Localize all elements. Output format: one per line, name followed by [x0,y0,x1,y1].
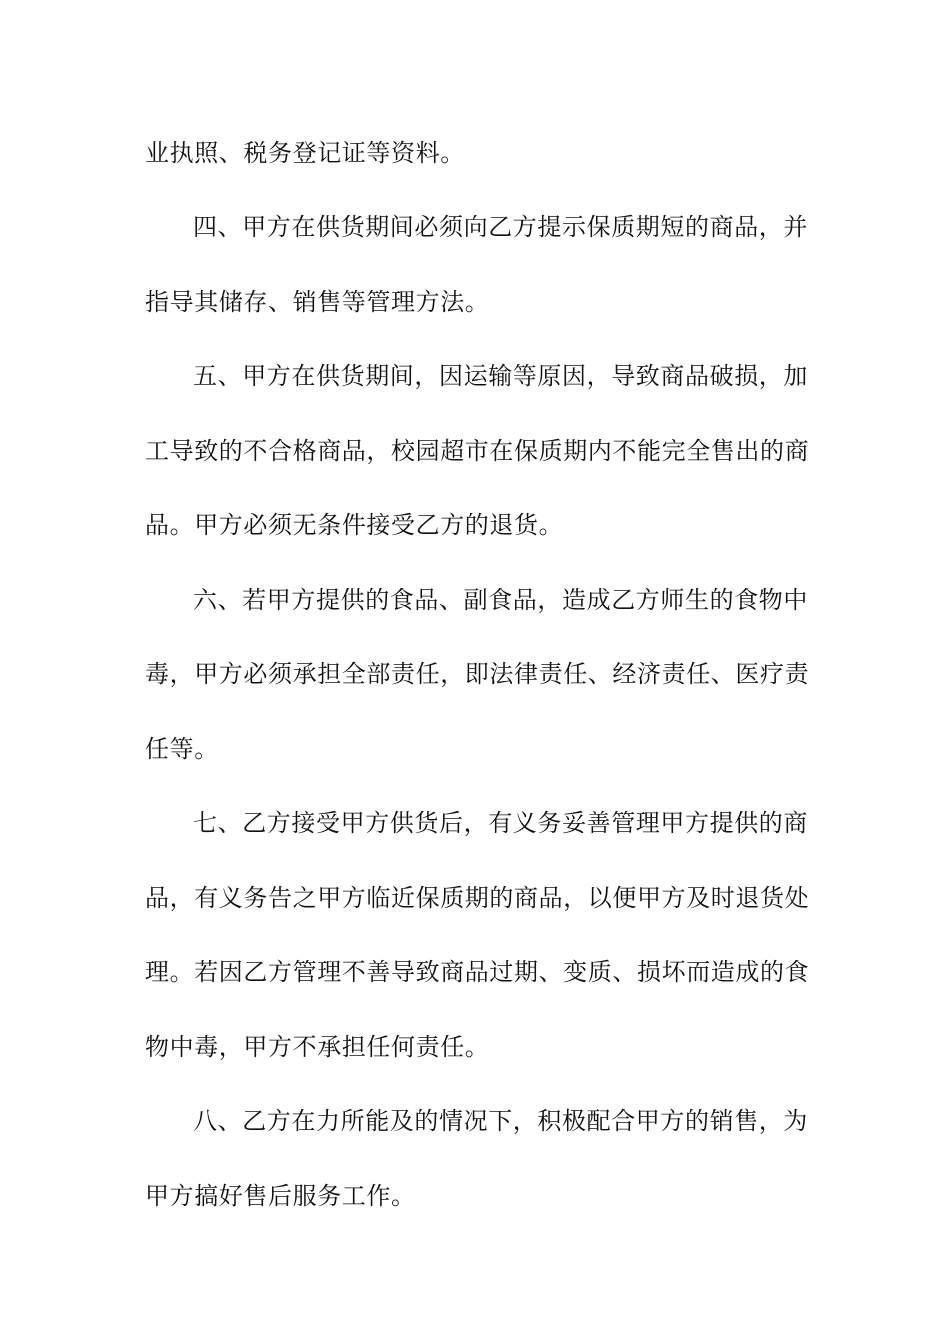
clause-5-line-1: 五、甲方在供货期间，因运输等原因，导致商品破损，加 [193,362,808,390]
clause-7-line-1: 七、乙方接受甲方供货后，有义务妥善管理甲方提供的商 [193,809,808,837]
text-line: 甲方搞好售后服务工作。 [145,1182,416,1210]
text-line: 毒，甲方必须承担全部责任，即法律责任、经济责任、医疗责 [145,660,810,688]
text-line: 业执照、税务登记证等资料。 [145,139,465,167]
text-line: 品。甲方必须无条件接受乙方的退货。 [145,511,564,539]
clause-6-line-1: 六、若甲方提供的食品、副食品，造成乙方师生的食物中 [193,586,808,614]
text-line: 品，有义务告之甲方临近保质期的商品，以便甲方及时退货处 [145,884,810,912]
text-line: 理。若因乙方管理不善导致商品过期、变质、损坏而造成的食 [145,958,810,986]
text-line: 物中毒，甲方不承担任何责任。 [145,1033,490,1061]
clause-4-line-1: 四、甲方在供货期间必须向乙方提示保质期短的商品，并 [193,213,808,241]
text-line: 指导其储存、销售等管理方法。 [145,288,490,316]
text-line: 任等。 [145,735,219,763]
clause-8-line-1: 八、乙方在力所能及的情况下，积极配合甲方的销售，为 [193,1107,808,1135]
text-line: 工导致的不合格商品，校园超市在保质期内不能完全售出的商 [145,437,810,465]
